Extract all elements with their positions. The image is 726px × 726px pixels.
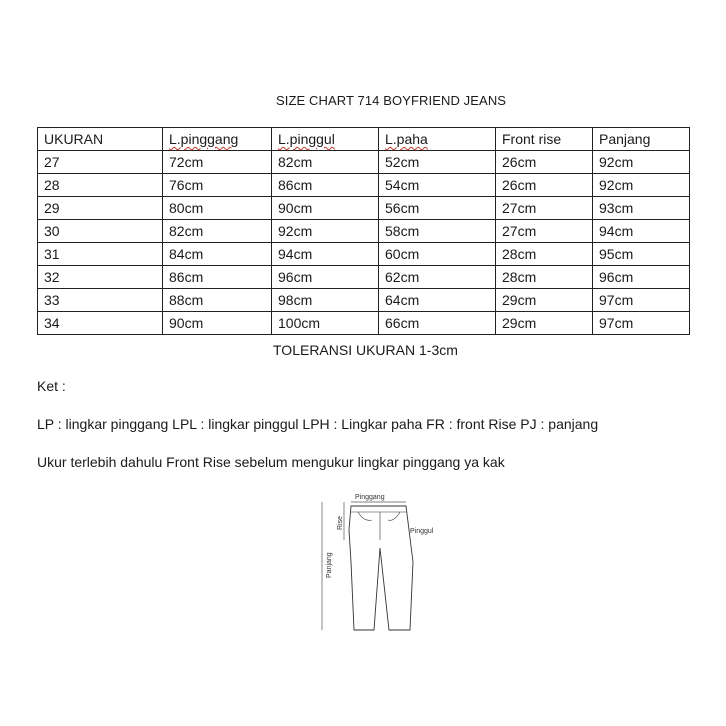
cell-front-rise: 28cm [496, 266, 593, 289]
table-row [38, 312, 690, 335]
cell-l-pinggang: 90cm [163, 312, 272, 335]
cell-front-rise: 26cm [496, 151, 593, 174]
cell-l-paha: 66cm [379, 312, 496, 335]
table-row [38, 197, 690, 220]
cell-front-rise: 27cm [496, 197, 593, 220]
cell-l-pinggul: 100cm [272, 312, 379, 335]
cell-front-rise: 27cm [496, 220, 593, 243]
cell-l-pinggul: 86cm [272, 174, 379, 197]
cell-front-rise: 29cm [496, 312, 593, 335]
cell-l-paha: 54cm [379, 174, 496, 197]
size-chart-table [37, 127, 690, 335]
cell-ukuran: 29 [38, 197, 163, 220]
cell-l-paha: 60cm [379, 243, 496, 266]
diagram-label-rise: Rise [337, 515, 344, 530]
cell-ukuran: 34 [38, 312, 163, 335]
table-row [38, 289, 690, 312]
table-row [38, 243, 690, 266]
cell-l-pinggul: 82cm [272, 151, 379, 174]
table-row [38, 174, 690, 197]
cell-l-pinggang: 88cm [163, 289, 272, 312]
cell-l-pinggang: 72cm [163, 151, 272, 174]
diagram-label-pinggul: Pinggul [410, 528, 434, 535]
cell-panjang: 95cm [593, 243, 690, 266]
cell-panjang: 94cm [593, 220, 690, 243]
instruction-note: Ukur terlebih dahulu Front Rise sebelum mengukur lingkar pinggang ya kak [37, 454, 505, 470]
cell-front-rise: 29cm [496, 289, 593, 312]
abbreviations-note: LP : lingkar pinggang LPL : lingkar pinggul LPH : Lingkar paha FR : front Rise PJ : panjang [37, 416, 599, 432]
tolerance-note: TOLERANSI UKURAN 1-3cm [273, 342, 458, 358]
jeans-diagram [318, 490, 448, 650]
cell-panjang: 97cm [593, 312, 690, 335]
cell-panjang: 92cm [593, 174, 690, 197]
cell-ukuran: 28 [38, 174, 163, 197]
cell-panjang: 96cm [593, 266, 690, 289]
cell-l-paha: 64cm [379, 289, 496, 312]
cell-l-paha: 56cm [379, 197, 496, 220]
cell-l-pinggul: 90cm [272, 197, 379, 220]
cell-l-pinggang: 82cm [163, 220, 272, 243]
ket-label: Ket : [37, 378, 66, 394]
chart-title: SIZE CHART 714 BOYFRIEND JEANS [276, 93, 507, 108]
header-l-pinggang: L.pinggang [163, 128, 272, 151]
header-l-pinggul: L.pinggul [272, 128, 379, 151]
cell-ukuran: 27 [38, 151, 163, 174]
cell-l-paha: 62cm [379, 266, 496, 289]
cell-panjang: 97cm [593, 289, 690, 312]
cell-l-paha: 52cm [379, 151, 496, 174]
cell-ukuran: 32 [38, 266, 163, 289]
cell-l-pinggul: 92cm [272, 220, 379, 243]
cell-ukuran: 30 [38, 220, 163, 243]
cell-front-rise: 26cm [496, 174, 593, 197]
cell-l-pinggang: 86cm [163, 266, 272, 289]
cell-l-pinggang: 80cm [163, 197, 272, 220]
cell-ukuran: 33 [38, 289, 163, 312]
cell-ukuran: 31 [38, 243, 163, 266]
diagram-label-pinggang: Pinggang [355, 494, 385, 501]
cell-front-rise: 28cm [496, 243, 593, 266]
header-panjang: Panjang [593, 128, 690, 151]
cell-l-pinggul: 94cm [272, 243, 379, 266]
jeans-outline [349, 506, 413, 630]
header-ukuran: UKURAN [38, 128, 163, 151]
diagram-label-panjang: Panjang [326, 552, 333, 578]
cell-panjang: 93cm [593, 197, 690, 220]
table-row [38, 220, 690, 243]
cell-l-paha: 58cm [379, 220, 496, 243]
cell-l-pinggul: 98cm [272, 289, 379, 312]
cell-l-pinggang: 84cm [163, 243, 272, 266]
cell-l-pinggul: 96cm [272, 266, 379, 289]
table-row [38, 151, 690, 174]
cell-l-pinggang: 76cm [163, 174, 272, 197]
table-header-row [38, 128, 690, 151]
header-front-rise: Front rise [496, 128, 593, 151]
table-row [38, 266, 690, 289]
cell-panjang: 92cm [593, 151, 690, 174]
header-l-paha: L.paha [379, 128, 496, 151]
